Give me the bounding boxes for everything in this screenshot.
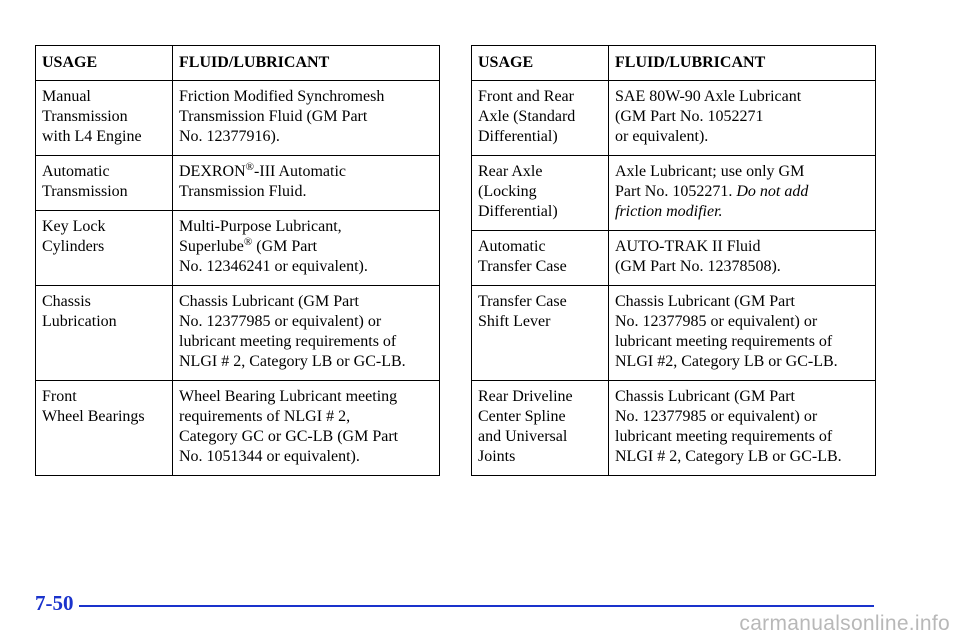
- fluid-line: NLGI # 2, Category LB or GC-LB.: [615, 448, 842, 465]
- fluid-line: No. 12377916).: [179, 128, 280, 145]
- usage-cell: [472, 231, 609, 286]
- table-row: [36, 156, 440, 211]
- fluid-line: No. 12377985 or equivalent) or: [615, 313, 818, 330]
- usage-line: Transmission: [42, 183, 128, 200]
- table-row: [472, 81, 876, 156]
- usage-cell: [472, 81, 609, 156]
- usage-cell: [36, 381, 173, 476]
- fluid-line: Axle Lubricant; use only GM: [615, 163, 805, 180]
- usage-line: Joints: [478, 448, 516, 465]
- fluid-line: (GM Part No. 12378508).: [615, 258, 781, 275]
- fluid-cell: [609, 286, 876, 381]
- fluid-cell: [173, 211, 440, 286]
- fluid-line: Transmission Fluid.: [179, 183, 307, 200]
- fluid-line: Category GC or GC-LB (GM Part: [179, 428, 399, 445]
- table-row: [472, 231, 876, 286]
- fluid-line: (GM Part No. 1052271: [615, 108, 764, 125]
- fluid-cell: [609, 156, 876, 231]
- fluid-line: Friction Modified Synchromesh: [179, 88, 385, 105]
- usage-line: Transmission: [42, 108, 128, 125]
- table-header-row: [472, 46, 876, 81]
- usage-line: (Locking: [478, 183, 537, 200]
- fluid-table-left: [35, 45, 440, 476]
- fluid-table-right: [471, 45, 876, 476]
- fluid-line: No. 12377985 or equivalent) or: [615, 408, 818, 425]
- usage-line: with L4 Engine: [42, 128, 142, 145]
- usage-line: Cylinders: [42, 238, 105, 255]
- fluid-cell: [173, 286, 440, 381]
- fluid-line: Wheel Bearing Lubricant meeting: [179, 388, 398, 405]
- usage-cell: [36, 156, 173, 211]
- footer-divider: [79, 605, 874, 607]
- fluid-line: No. 1051344 or equivalent).: [179, 448, 360, 465]
- fluid-line: lubricant meeting requirements of: [615, 333, 833, 350]
- fluid-cell: [609, 231, 876, 286]
- usage-line: Key Lock: [42, 218, 106, 235]
- fluid-text: (GM Part: [252, 238, 318, 255]
- watermark: carmanualsonline.info: [739, 612, 950, 635]
- fluid-line: No. 12346241 or equivalent).: [179, 258, 368, 275]
- usage-header: USAGE: [36, 46, 173, 81]
- usage-line: Front: [42, 388, 77, 405]
- table-row: [36, 381, 440, 476]
- usage-line: Center Spline: [478, 408, 566, 425]
- fluid-text: Part No. 1052271.: [615, 183, 737, 200]
- usage-line: Automatic: [42, 163, 110, 180]
- usage-line: Differential): [478, 203, 558, 220]
- fluid-line: Chassis Lubricant (GM Part: [179, 293, 359, 310]
- fluid-line: [615, 182, 869, 202]
- fluid-header: FLUID/LUBRICANT: [609, 46, 876, 81]
- warning-text: friction modifier.: [615, 203, 723, 220]
- fluid-line: or equivalent).: [615, 128, 709, 145]
- usage-cell: [472, 381, 609, 476]
- usage-line: Rear Axle: [478, 163, 543, 180]
- page-number: 7-50: [35, 591, 74, 615]
- usage-line: Transfer Case: [478, 293, 567, 310]
- fluid-text: Superlube: [179, 238, 244, 255]
- fluid-line: SAE 80W-90 Axle Lubricant: [615, 88, 802, 105]
- fluid-line: lubricant meeting requirements of: [179, 333, 397, 350]
- table-row: [36, 81, 440, 156]
- usage-line: Differential): [478, 128, 558, 145]
- fluid-cell: [609, 81, 876, 156]
- usage-cell: [36, 81, 173, 156]
- fluid-line: Multi-Purpose Lubricant,: [179, 218, 342, 235]
- usage-line: Front and Rear: [478, 88, 574, 105]
- fluid-cell: [173, 381, 440, 476]
- usage-line: Chassis: [42, 293, 91, 310]
- fluid-line: NLGI #2, Category LB or GC-LB.: [615, 353, 838, 370]
- fluid-cell: [609, 381, 876, 476]
- fluid-line: NLGI # 2, Category LB or GC-LB.: [179, 353, 406, 370]
- fluid-line: No. 12377985 or equivalent) or: [179, 313, 382, 330]
- table-row: [36, 211, 440, 286]
- registered-mark: ®: [243, 236, 253, 248]
- usage-cell: [36, 286, 173, 381]
- usage-line: Automatic: [478, 238, 546, 255]
- fluid-line: [179, 237, 433, 257]
- usage-line: Transfer Case: [478, 258, 567, 275]
- usage-line: Manual: [42, 88, 91, 105]
- table-row: [472, 156, 876, 231]
- table-row: [472, 381, 876, 476]
- usage-cell: [472, 156, 609, 231]
- fluid-line: Chassis Lubricant (GM Part: [615, 388, 795, 405]
- fluid-line: Chassis Lubricant (GM Part: [615, 293, 795, 310]
- fluid-text: -III Automatic: [254, 163, 346, 180]
- usage-line: Lubrication: [42, 313, 117, 330]
- fluid-line: Transmission Fluid (GM Part: [179, 108, 368, 125]
- usage-line: Shift Lever: [478, 313, 551, 330]
- table-header-row: [36, 46, 440, 81]
- registered-mark: ®: [245, 161, 255, 173]
- usage-line: Rear Driveline: [478, 388, 573, 405]
- fluid-cell: [173, 156, 440, 211]
- usage-line: Wheel Bearings: [42, 408, 145, 425]
- table-row: [472, 286, 876, 381]
- usage-line: Axle (Standard: [478, 108, 576, 125]
- usage-line: and Universal: [478, 428, 568, 445]
- usage-cell: [472, 286, 609, 381]
- fluid-text: DEXRON: [179, 163, 246, 180]
- usage-header: USAGE: [472, 46, 609, 81]
- warning-text: Do not add: [736, 183, 809, 200]
- fluid-cell: [173, 81, 440, 156]
- table-row: [36, 286, 440, 381]
- fluid-header: FLUID/LUBRICANT: [173, 46, 440, 81]
- fluid-line: [179, 162, 433, 182]
- fluid-line: lubricant meeting requirements of: [615, 428, 833, 445]
- fluid-line: requirements of NLGI # 2,: [179, 408, 351, 425]
- fluid-line: AUTO-TRAK II Fluid: [615, 238, 761, 255]
- usage-cell: [36, 211, 173, 286]
